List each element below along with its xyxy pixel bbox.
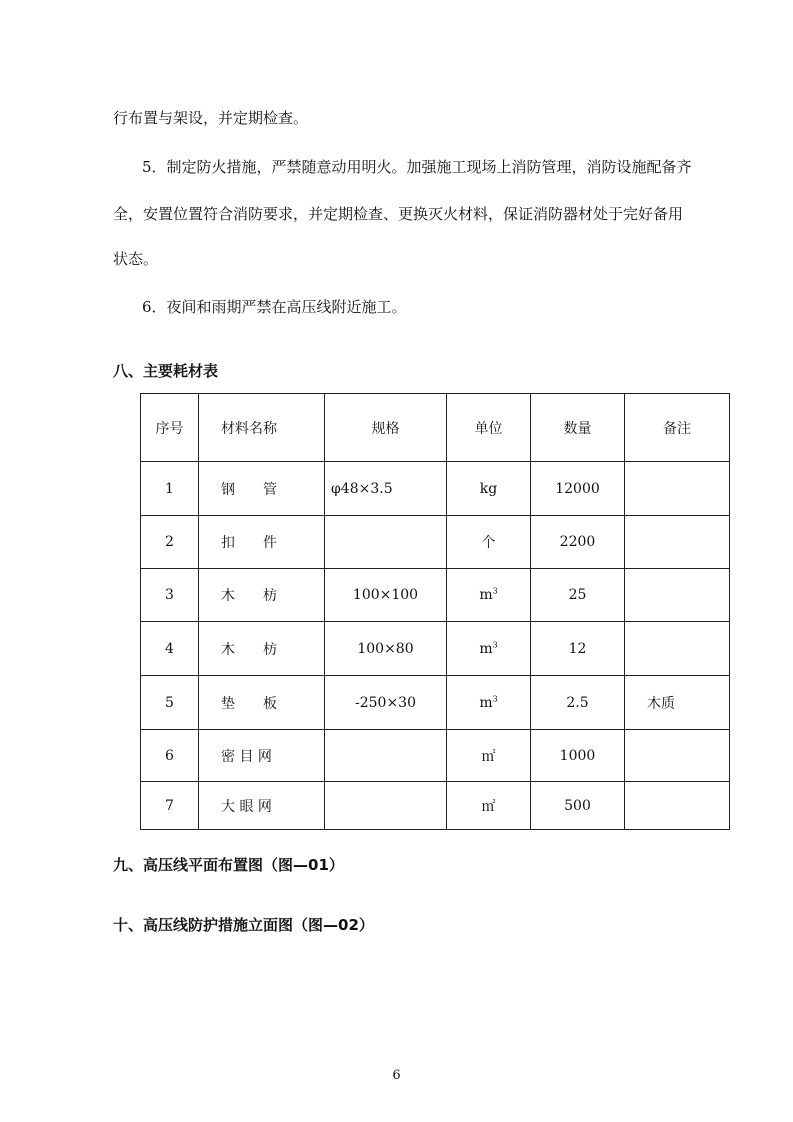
section-heading-8: 八、主要耗材表 [113,362,219,380]
page-number: 6 [392,1068,401,1083]
header-no: 序号 [141,394,199,462]
cell-no: 4 [141,622,199,676]
cell-name: 密 目 网 [199,730,325,782]
unit-text: m [479,587,493,603]
cell-note [625,622,730,676]
header-name: 材料名称 [199,394,325,462]
cell-qty: 12 [531,622,625,676]
header-qty: 数量 [531,394,625,462]
table-row [141,516,730,569]
cell-qty: 25 [531,569,625,622]
cell-unit [447,730,531,782]
header-spec: 规格 [325,394,447,462]
cell-spec [325,782,447,830]
unit-text: 个 [481,535,496,551]
cell-no: 7 [141,782,199,830]
paragraph-5-line2: 全，安置位置符合消防要求，并定期检查、更换灭火材料，保证消防器材处于完好备用 [113,205,684,223]
cell-no: 5 [141,676,199,730]
materials-table [140,393,730,830]
cell-name: 垫 板 [199,676,325,730]
cell-no: 3 [141,569,199,622]
unit-superscript: 3 [492,639,498,649]
cell-note [625,516,730,569]
header-unit: 单位 [447,394,531,462]
cell-unit [447,462,531,516]
unit-text: kg [479,480,498,497]
cell-spec: 100×100 [325,569,447,622]
section-heading-10: 十、高压线防护措施立面图（图—02） [113,916,374,934]
cell-spec: -250×30 [325,676,447,730]
cell-qty: 2.5 [531,676,625,730]
section-heading-9: 九、高压线平面布置图（图—01） [113,856,344,874]
cell-note [625,462,730,516]
unit-text: ㎡ [481,748,496,765]
cell-unit [447,516,531,569]
paragraph-5-line1: 5．制定防火措施，严禁随意动用明火。加强施工现场上消防管理，消防设施配备齐 [142,158,692,176]
cell-spec: φ48×3.5 [325,462,447,516]
cell-name: 木 枋 [199,569,325,622]
cell-qty: 12000 [531,462,625,516]
paragraph-5-line3: 状态。 [113,250,159,268]
unit-superscript: 3 [492,586,498,596]
unit-text: m [479,640,493,657]
cell-qty: 1000 [531,730,625,782]
cell-note [625,782,730,830]
cell-unit [447,676,531,730]
unit-text: ㎡ [481,798,496,815]
table-row [141,462,730,516]
table-row [141,569,730,622]
cell-no: 2 [141,516,199,569]
cell-note: 木质 [625,676,730,730]
cell-unit [447,569,531,622]
unit-text: m [479,694,493,711]
cell-unit [447,622,531,676]
table-row [141,622,730,676]
paragraph-continuation: 行布置与架设，并定期检查。 [113,109,309,127]
header-note: 备注 [625,394,730,462]
table-header-row [141,394,730,462]
cell-spec [325,730,447,782]
unit-superscript: 3 [492,693,498,703]
cell-spec [325,516,447,569]
cell-name: 扣 件 [199,516,325,569]
paragraph-6: 6．夜间和雨期严禁在高压线附近施工。 [142,298,407,316]
cell-no: 6 [141,730,199,782]
cell-unit [447,782,531,830]
table-row [141,730,730,782]
cell-name: 钢 管 [199,462,325,516]
cell-note [625,569,730,622]
cell-no: 1 [141,462,199,516]
cell-note [625,730,730,782]
cell-name: 大 眼 网 [199,782,325,830]
cell-name: 木 枋 [199,622,325,676]
cell-spec: 100×80 [325,622,447,676]
cell-qty: 2200 [531,516,625,569]
cell-qty: 500 [531,782,625,830]
table-row [141,782,730,830]
table-row [141,676,730,730]
